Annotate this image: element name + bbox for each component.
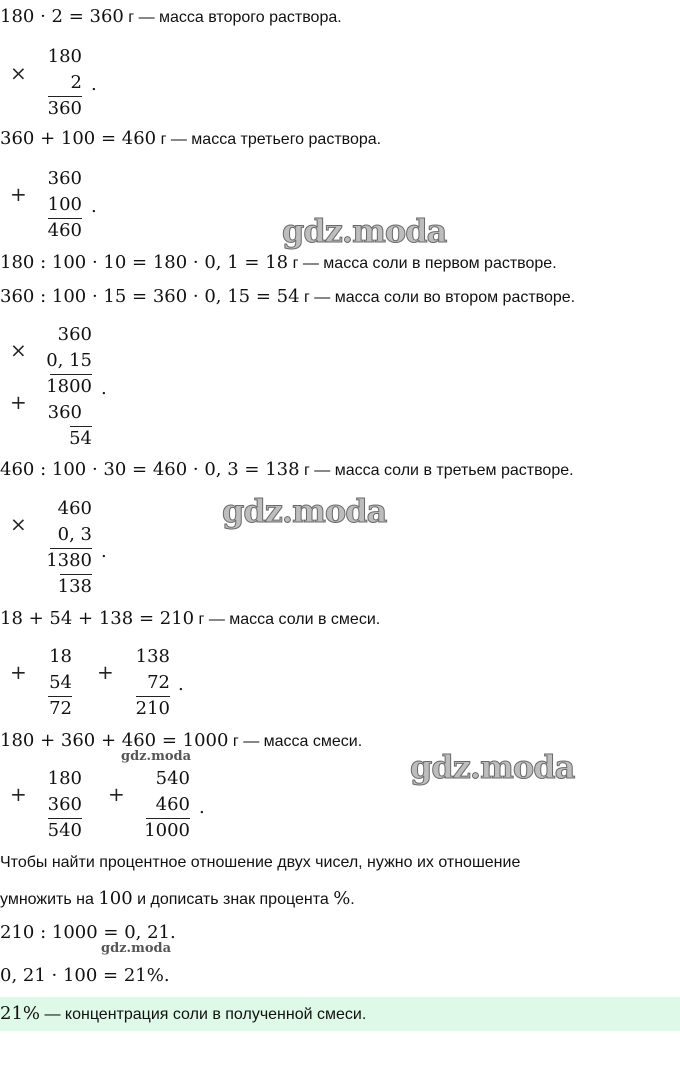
explanation-line-2 bbox=[0, 888, 355, 911]
multiply-sign: × bbox=[10, 338, 27, 362]
math-expression: 460 : 100 · 30 = 460 · 0, 3 = 138 bbox=[0, 459, 300, 480]
operand: 360 bbox=[47, 168, 82, 189]
result: 54 bbox=[69, 428, 92, 449]
result: 1000 bbox=[144, 820, 190, 841]
line-text: г — масса третьего раствора. bbox=[156, 131, 382, 148]
result-bar bbox=[50, 548, 92, 549]
result-bar bbox=[60, 574, 92, 575]
result: 540 bbox=[47, 820, 82, 841]
line-mass-second-solution bbox=[0, 6, 342, 29]
partial-result: 1800 bbox=[46, 376, 92, 397]
answer-value: 21% bbox=[0, 1003, 41, 1024]
text-part: и дописать знак процента bbox=[132, 891, 334, 908]
text-part: умножить на bbox=[0, 891, 99, 908]
result-bar bbox=[48, 96, 82, 97]
operand: 0, 3 bbox=[57, 524, 92, 545]
line-text: г — масса соли в третьем растворе. bbox=[299, 462, 574, 479]
watermark: gdz.moda bbox=[410, 748, 575, 786]
partial-result: 1380 bbox=[46, 550, 92, 571]
math-expression: 180 : 100 · 10 = 180 · 0, 1 = 18 bbox=[0, 252, 289, 273]
operand: 540 bbox=[155, 768, 190, 789]
result-bar bbox=[146, 818, 190, 819]
result: 360 bbox=[47, 98, 82, 119]
operand: 0, 15 bbox=[46, 350, 92, 371]
result: 210 bbox=[135, 698, 170, 719]
line-text: г — масса соли во втором растворе. bbox=[299, 289, 576, 306]
line-text: г — масса второго раствора. bbox=[123, 9, 342, 26]
plus-sign: + bbox=[97, 660, 114, 684]
math-expression: 360 : 100 · 15 = 360 · 0, 15 = 54 bbox=[0, 286, 300, 307]
result-bar bbox=[70, 426, 92, 427]
line-ratio: 210 : 1000 = 0, 21. bbox=[0, 922, 176, 943]
operand: 2 bbox=[70, 72, 82, 93]
operand: 360 bbox=[57, 324, 92, 345]
result: 72 bbox=[49, 698, 72, 719]
explanation-line-1: Чтобы найти процентное отношение двух чисел, нужно их отношение bbox=[0, 854, 521, 871]
period: . bbox=[101, 541, 107, 562]
operand: 72 bbox=[147, 672, 170, 693]
math-expression: 180 · 2 = 360 bbox=[0, 6, 124, 27]
answer-line bbox=[0, 1003, 366, 1026]
line-text: г — масса соли в смеси. bbox=[194, 611, 381, 628]
operand: 460 bbox=[155, 794, 190, 815]
math-part: 100 bbox=[98, 888, 133, 909]
watermark: gdz.moda bbox=[222, 492, 387, 530]
operand: 460 bbox=[57, 498, 92, 519]
math-expression: 180 + 360 + 460 = 1000 bbox=[0, 730, 229, 751]
watermark: gdz.moda bbox=[282, 212, 447, 250]
line-salt-third-solution bbox=[0, 459, 574, 482]
result-bar bbox=[136, 696, 170, 697]
line-text: г — масса соли в первом растворе. bbox=[288, 255, 557, 272]
line-percent: 0, 21 · 100 = 21%. bbox=[0, 965, 170, 986]
line-salt-in-mixture bbox=[0, 608, 380, 631]
plus-sign: + bbox=[10, 660, 27, 684]
multiply-sign: × bbox=[10, 512, 27, 536]
result-bar bbox=[48, 696, 72, 697]
result: 460 bbox=[47, 220, 82, 241]
math-expression: 18 + 54 + 138 = 210 bbox=[0, 608, 195, 629]
watermark: gdz.moda bbox=[121, 749, 192, 764]
line-mass-third-solution bbox=[0, 128, 381, 151]
operand: 138 bbox=[135, 646, 170, 667]
operand: 100 bbox=[47, 194, 82, 215]
line-salt-second-solution bbox=[0, 286, 575, 309]
period: . bbox=[101, 378, 107, 399]
plus-sign: + bbox=[10, 782, 27, 806]
operand: 54 bbox=[49, 672, 72, 693]
result-bar bbox=[48, 218, 82, 219]
plus-sign: + bbox=[10, 182, 27, 206]
partial-result: 360 bbox=[47, 402, 82, 423]
math-part: % bbox=[333, 888, 351, 909]
line-text: г — масса смеси. bbox=[228, 733, 363, 750]
operand: 360 bbox=[47, 794, 82, 815]
operand: 180 bbox=[47, 768, 82, 789]
result-bar bbox=[48, 818, 82, 819]
plus-sign: + bbox=[10, 390, 27, 414]
result-bar bbox=[50, 374, 92, 375]
operand: 18 bbox=[49, 646, 72, 667]
plus-sign: + bbox=[108, 782, 125, 806]
result: 138 bbox=[57, 576, 92, 597]
period: . bbox=[91, 74, 97, 95]
answer-text: — концентрация соли в полученной смеси. bbox=[40, 1006, 367, 1023]
period: . bbox=[199, 797, 205, 818]
watermark: gdz.moda bbox=[101, 941, 172, 956]
period: . bbox=[91, 196, 97, 217]
multiply-sign: × bbox=[10, 61, 27, 85]
line-salt-first-solution bbox=[0, 252, 557, 275]
math-expression: 360 + 100 = 460 bbox=[0, 128, 157, 149]
operand: 180 bbox=[47, 46, 82, 67]
period: . bbox=[178, 674, 184, 695]
text-part: . bbox=[350, 891, 355, 908]
